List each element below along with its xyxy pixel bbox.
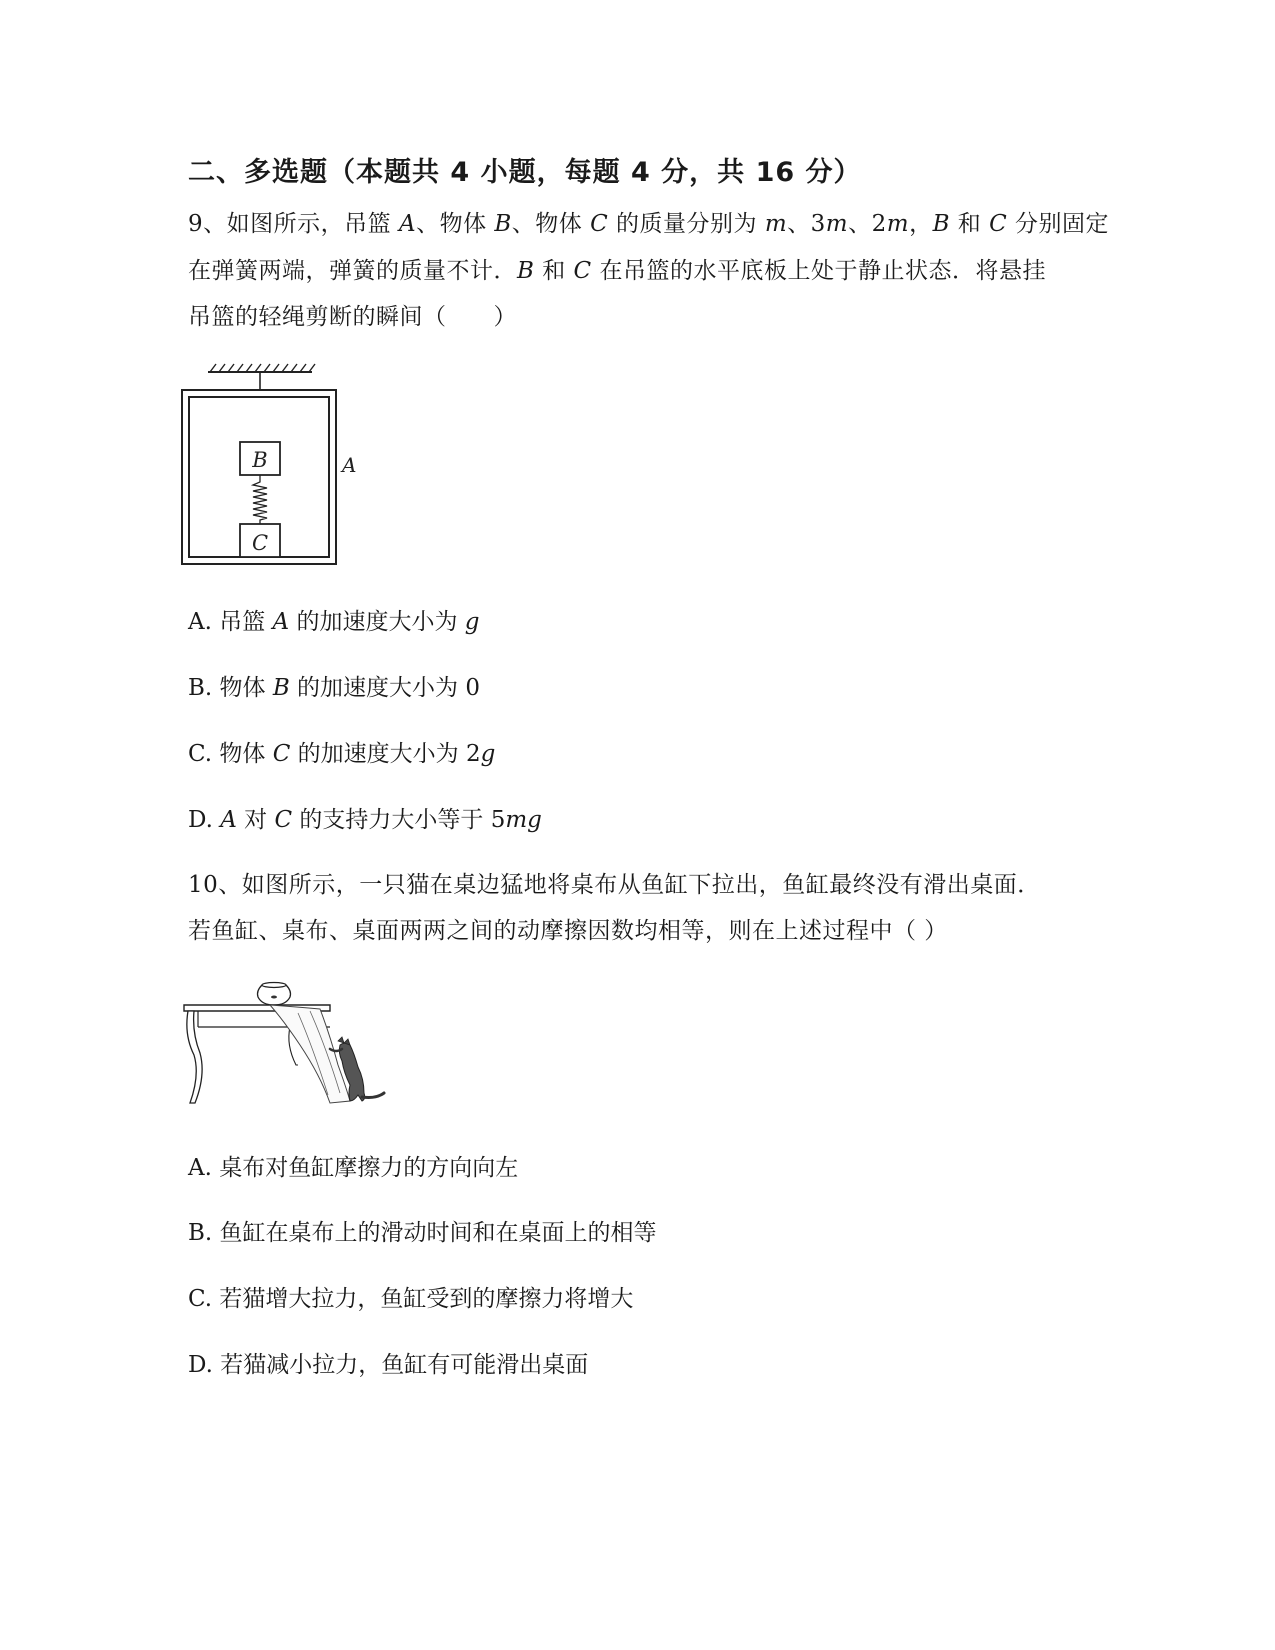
q9-stem-line-3 (188, 298, 517, 331)
q10-figure-cat-table-fishbowl (180, 975, 395, 1115)
math-variable: C (590, 211, 609, 237)
math-variable: B (932, 211, 950, 237)
text-run: 的加速度大小为 (289, 609, 465, 635)
text-run: 的加速度大小为 2 (290, 741, 481, 767)
math-variable: g (464, 609, 480, 635)
fishbowl-icon (258, 983, 291, 1006)
math-variable: mg (505, 807, 542, 833)
q10-option-c (188, 1280, 633, 1313)
text-run: 、2 (848, 211, 887, 237)
math-variable: A (398, 211, 417, 237)
math-variable: C (272, 741, 291, 767)
text-run: 9、如图所示，吊篮 (188, 211, 399, 237)
math-variable: B (494, 211, 512, 237)
q9-option-b (188, 669, 480, 702)
math-variable: m (764, 211, 788, 237)
text-run: 对 (236, 807, 275, 833)
math-variable: m (886, 211, 910, 237)
text-run: 的质量分别为 (608, 211, 765, 237)
q9-option-d (188, 801, 542, 834)
text-run: D. (188, 807, 221, 833)
text-run: C. 若猫增大拉力，鱼缸受到的摩擦力将增大 (188, 1286, 634, 1312)
text-run: 分别固定 (1007, 211, 1110, 237)
math-variable: C (573, 258, 592, 284)
math-variable: g (480, 741, 496, 767)
text-run: A. 桌布对鱼缸摩擦力的方向向左 (188, 1155, 519, 1181)
text-run: A. 吊篮 (188, 609, 273, 635)
text-run: 和 (534, 258, 574, 284)
q9-stem-line-1 (188, 205, 1109, 238)
text-run: 的加速度大小为 0 (289, 675, 481, 701)
text-run: B. 物体 (188, 675, 273, 701)
text-run: C. 物体 (188, 741, 273, 767)
q9-stem-line-2 (188, 252, 1046, 285)
math-variable: m (825, 211, 849, 237)
math-variable: C (989, 211, 1008, 237)
q9-figure-label-c: C (251, 531, 269, 555)
q10-option-d (188, 1346, 588, 1379)
text-run: D. 若猫减小拉力，鱼缸有可能滑出桌面 (188, 1352, 589, 1378)
q9-figure-label-b: B (252, 448, 268, 472)
q9-figure-basket-spring (180, 360, 380, 575)
q10-option-b (188, 1214, 657, 1247)
text-run: 吊篮的轻绳剪断的瞬间（ ） (188, 304, 517, 330)
text-run: 若鱼缸、桌布、桌面两两之间的动摩擦因数均相等，则在上述过程中（ ） (188, 918, 948, 944)
text-run: 和 (949, 211, 990, 237)
math-variable: A (272, 609, 290, 635)
text-run: 、物体 (511, 211, 591, 237)
q10-stem-line-2 (188, 912, 948, 945)
q10-stem-line-1 (188, 866, 1041, 899)
q9-option-c (188, 735, 495, 768)
q9-option-a (188, 603, 480, 636)
math-variable: B (272, 675, 290, 701)
text-run: 、3 (787, 211, 826, 237)
math-variable: C (274, 807, 293, 833)
text-run: B. 鱼缸在桌布上的滑动时间和在桌面上的相等 (188, 1220, 657, 1246)
q10-option-a (188, 1149, 518, 1182)
text-run: ， (909, 211, 933, 237)
math-variable: A (220, 807, 237, 833)
math-variable: B (517, 258, 535, 284)
text-run: 、物体 (416, 211, 495, 237)
text-run: 10、如图所示，一只猫在桌边猛地将桌布从鱼缸下拉出，鱼缸最终没有滑出桌面． (188, 872, 1041, 898)
text-run: 在吊篮的水平底板上处于静止状态．将悬挂 (591, 258, 1046, 284)
section-title: 二、多选题（本题共 4 小题，每题 4 分，共 16 分） (188, 157, 862, 188)
text-run: 在弹簧两端，弹簧的质量不计． (188, 258, 517, 284)
text-run: 的支持力大小等于 5 (292, 807, 506, 833)
q9-figure-label-a: A (342, 453, 357, 477)
